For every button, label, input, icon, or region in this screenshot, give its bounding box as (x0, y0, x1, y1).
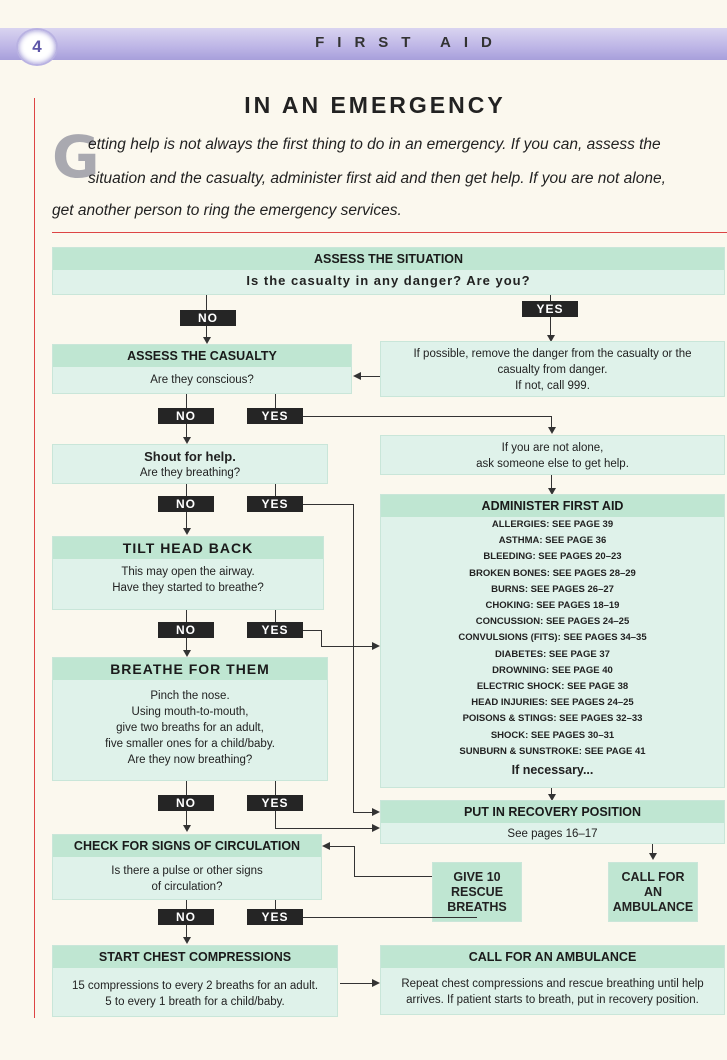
yes-tag: YES (522, 301, 578, 317)
circulation-heading: CHECK FOR SIGNS OF CIRCULATION (53, 835, 321, 857)
circulation-line-1: Is there a pulse or other signs (111, 865, 263, 877)
remove-danger-line-1: If possible, remove the danger from the casualty or the (413, 348, 692, 360)
recovery-box (380, 800, 725, 844)
assess-situation-heading: ASSESS THE SITUATION (53, 248, 724, 270)
connector (340, 983, 375, 984)
tilt-line-2: Have they started to breathe? (112, 582, 264, 594)
chest-line-1: 15 compressions to every 2 breaths for an adult. (71, 980, 319, 992)
list-item: BROKEN BONES: SEE PAGES 28–29 (469, 567, 636, 579)
connector (186, 484, 187, 496)
connector (186, 610, 187, 622)
circulation-box (52, 834, 322, 900)
tilt-head-box (52, 536, 324, 610)
no-tag: NO (180, 310, 236, 326)
list-item: SUNBURN & SUNSTROKE: SEE PAGE 41 (459, 745, 646, 757)
arrow-down (183, 825, 191, 832)
connector (303, 504, 353, 505)
arrow-down (183, 528, 191, 535)
rescue-breaths-box (432, 862, 522, 922)
yes-tag: YES (247, 408, 303, 424)
connector (303, 416, 551, 417)
section-divider (52, 232, 727, 233)
arrow-right (372, 642, 380, 650)
drop-cap: G (52, 123, 100, 191)
list-item: CHOKING: SEE PAGES 18–19 (485, 600, 620, 612)
connector (551, 475, 552, 489)
chest-heading: START CHEST COMPRESSIONS (53, 946, 337, 968)
list-item: DROWNING: SEE PAGE 40 (492, 664, 613, 676)
page-number: 4 (16, 28, 58, 66)
breathe-heading: BREATHE FOR THEM (53, 658, 327, 680)
arrow-down (548, 427, 556, 434)
no-tag: NO (158, 622, 214, 638)
connector (275, 610, 276, 622)
tilt-line-1: This may open the airway. (121, 566, 255, 578)
arrow-left (353, 372, 361, 380)
connector (186, 925, 187, 937)
margin-rule (34, 98, 35, 1018)
not-alone-line-2: ask someone else to get help. (476, 458, 629, 470)
connector (353, 504, 354, 812)
arrow-right (372, 808, 380, 816)
rescue-line-1: GIVE 10 (453, 870, 501, 884)
chest-compressions-box (52, 945, 338, 1017)
call-line-1: CALL FOR (621, 870, 685, 884)
breathe-box (52, 657, 328, 781)
breathe-line-2: Using mouth-to-mouth, (131, 706, 249, 718)
arrow-down (183, 437, 191, 444)
call-line-2: AN (643, 885, 663, 899)
remove-danger-box (380, 341, 725, 397)
connector (275, 781, 276, 795)
call-line-3: AMBULANCE (612, 900, 694, 914)
connector (550, 317, 551, 337)
no-tag: NO (158, 795, 214, 811)
list-item: CONCUSSION: SEE PAGES 24–25 (475, 616, 630, 628)
tilt-head-heading: TILT HEAD BACK (53, 537, 323, 559)
rescue-line-3: BREATHS (447, 900, 507, 914)
connector (330, 846, 354, 847)
shout-line-1: Shout for help. (144, 449, 236, 464)
no-tag: NO (158, 909, 214, 925)
intro-line-3: get another person to ring the emergency services. (52, 202, 402, 219)
connector (186, 900, 187, 909)
connector (321, 646, 375, 647)
connector (275, 811, 276, 828)
call-ambulance-heading: CALL FOR AN AMBULANCE (381, 946, 724, 968)
call-ambulance-box (380, 945, 725, 1015)
breathe-line-1: Pinch the nose. (150, 690, 230, 702)
arrow-left (322, 842, 330, 850)
yes-tag: YES (247, 622, 303, 638)
list-item: ALLERGIES: SEE PAGE 39 (491, 519, 614, 530)
assess-casualty-box (52, 344, 352, 394)
administer-heading: ADMINISTER FIRST AID (381, 495, 724, 517)
circulation-line-2: of circulation? (151, 881, 223, 893)
breathe-line-4: five smaller ones for a child/baby. (105, 738, 275, 750)
connector (186, 638, 187, 650)
shout-line-2: Are they breathing? (139, 467, 241, 479)
connector (303, 630, 321, 631)
recovery-text: See pages 16–17 (507, 828, 598, 840)
call-ambulance-small-box (608, 862, 698, 922)
connector (275, 900, 276, 909)
rescue-line-2: RESCUE (450, 885, 504, 899)
connector (186, 811, 187, 825)
connector (186, 781, 187, 795)
not-alone-line-1: If you are not alone, (501, 442, 604, 454)
chest-line-2: 5 to every 1 breath for a child/baby. (105, 996, 285, 1008)
arrow-right (372, 979, 380, 987)
assess-casualty-question: Are they conscious? (150, 374, 254, 386)
connector (321, 630, 322, 646)
list-item: CONVULSIONS (FITS): SEE PAGES 34–35 (458, 632, 647, 644)
list-item: ASTHMA: SEE PAGE 36 (498, 535, 607, 547)
connector (186, 394, 187, 408)
administer-first-aid-box (380, 494, 725, 788)
arrow-down (203, 337, 211, 344)
connector (275, 394, 276, 408)
connector (206, 295, 207, 310)
arrow-down (649, 853, 657, 860)
remove-danger-line-3: If not, call 999. (515, 380, 590, 392)
list-item: BLEEDING: SEE PAGES 20–23 (483, 551, 622, 563)
intro-line-1: etting help is not always the first thing to do in an emergency. If you can, assess the (88, 136, 661, 153)
list-item: POISONS & STINGS: SEE PAGES 32–33 (462, 713, 643, 725)
connector (186, 424, 187, 438)
no-tag: NO (158, 496, 214, 512)
yes-tag: YES (247, 909, 303, 925)
assess-casualty-heading: ASSESS THE CASUALTY (53, 345, 351, 367)
connector (275, 484, 276, 496)
connector (303, 917, 477, 918)
list-item: BURNS: SEE PAGES 26–27 (491, 583, 614, 595)
no-tag: NO (158, 408, 214, 424)
not-alone-box (380, 435, 725, 475)
arrow-down (183, 937, 191, 944)
breathe-line-3: give two breaths for an adult, (116, 722, 264, 734)
connector (354, 846, 355, 876)
list-item: SHOCK: SEE PAGES 30–31 (490, 729, 615, 741)
ambulance-line-2: arrives. If patient starts to breath, put in recovery position. (406, 994, 699, 1006)
reference-list (381, 517, 724, 760)
section-title: FIRST AID (315, 34, 505, 51)
list-item: DIABETES: SEE PAGE 37 (495, 648, 610, 660)
arrow-down (183, 650, 191, 657)
list-item: HEAD INJURIES: SEE PAGES 24–25 (471, 697, 634, 709)
if-necessary: If necessary... (511, 763, 594, 778)
shout-box (52, 444, 328, 484)
assess-situation-question: Is the casualty in any danger? Are you? (246, 273, 531, 288)
yes-tag: YES (247, 795, 303, 811)
ambulance-line-1: Repeat chest compressions and rescue breathing until help (401, 978, 704, 990)
recovery-heading: PUT IN RECOVERY POSITION (381, 801, 724, 823)
list-item: ELECTRIC SHOCK: SEE PAGE 38 (476, 681, 629, 693)
connector (186, 512, 187, 528)
yes-tag: YES (247, 496, 303, 512)
assess-situation-box (52, 247, 725, 295)
arrow-right (372, 824, 380, 832)
connector (354, 876, 432, 877)
page-title: IN AN EMERGENCY (244, 92, 506, 118)
connector (360, 376, 380, 377)
connector (275, 828, 375, 829)
remove-danger-line-2: casualty from danger. (497, 364, 608, 376)
intro-line-2: situation and the casualty, administer first aid and then get help. If you are not alone, (88, 170, 666, 187)
breathe-line-5: Are they now breathing? (127, 754, 253, 766)
